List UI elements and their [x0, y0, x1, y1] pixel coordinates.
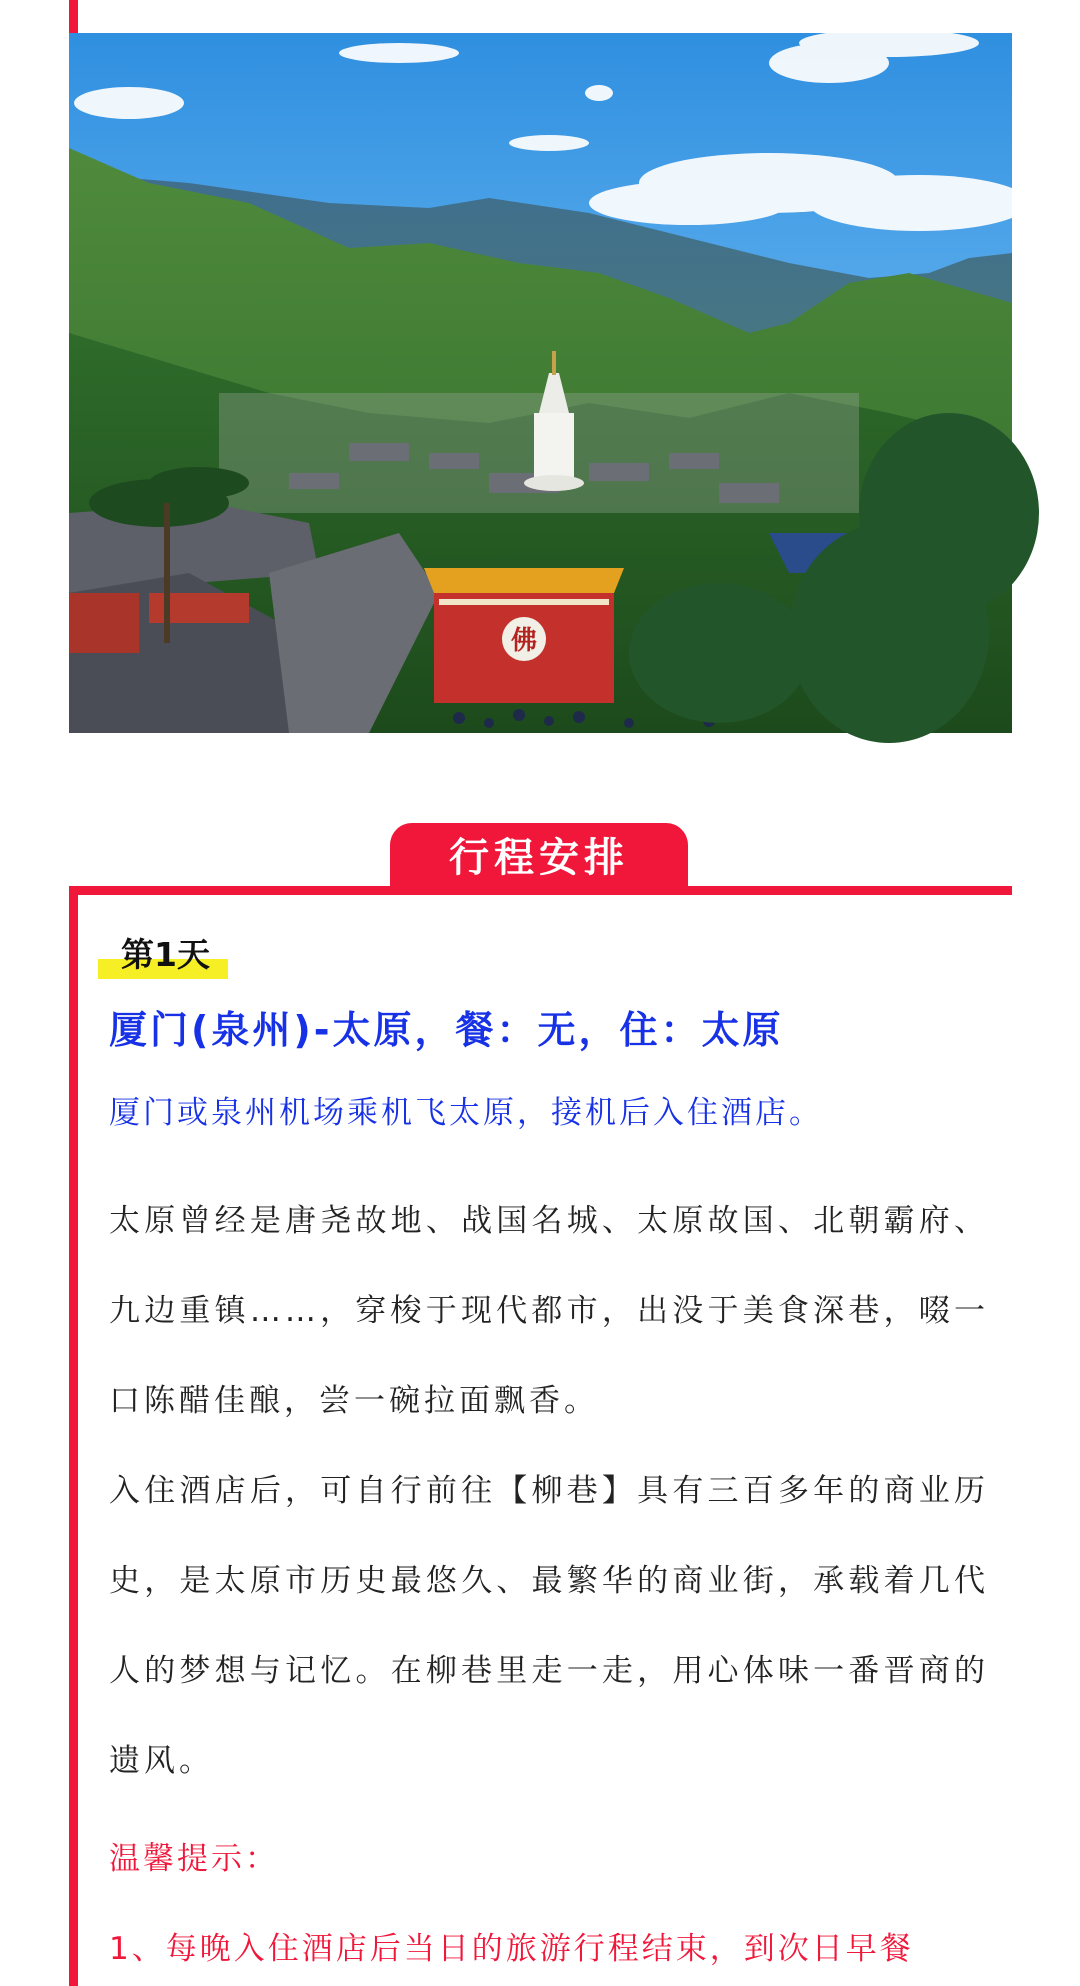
plaque-text: 佛 — [510, 626, 538, 656]
itinerary-content — [109, 930, 989, 1974]
tip-item: 1、每晚入住酒店后当日的旅游行程结束，到次日早餐 — [109, 1931, 914, 1967]
landscape-illustration — [69, 33, 1012, 733]
route-description: 厦门或泉州机场乘机飞太原，接机后入住酒店。 — [109, 1095, 823, 1131]
paragraph-taiyuan-intro: 太原曾经是唐尧故地、战国名城、太原故国、北朝霸府、九边重镇……，穿梭于现代都市，出没于美食深巷，啜一口陈醋佳酿，尝一碗拉面飘香。 — [109, 1203, 989, 1419]
tips-title: 温馨提示： — [109, 1841, 279, 1877]
wutai-mountain-photo — [69, 33, 1012, 733]
paragraph-liuxiang-street: 入住酒店后，可自行前往【柳巷】具有三百多年的商业历史，是太原市历史最悠久、最繁华的商业街，承载着几代人的梦想与记忆。在柳巷里走一走，用心体味一番晋商的遗风。 — [109, 1473, 989, 1779]
day-label-text: 第1天 — [121, 935, 210, 974]
day-label — [109, 930, 222, 980]
section-title-tab: 行程安排 — [390, 823, 688, 890]
route-title: 厦门(泉州)-太原，餐：无，住：太原 — [109, 1008, 784, 1052]
top-accent-bar — [69, 0, 78, 33]
